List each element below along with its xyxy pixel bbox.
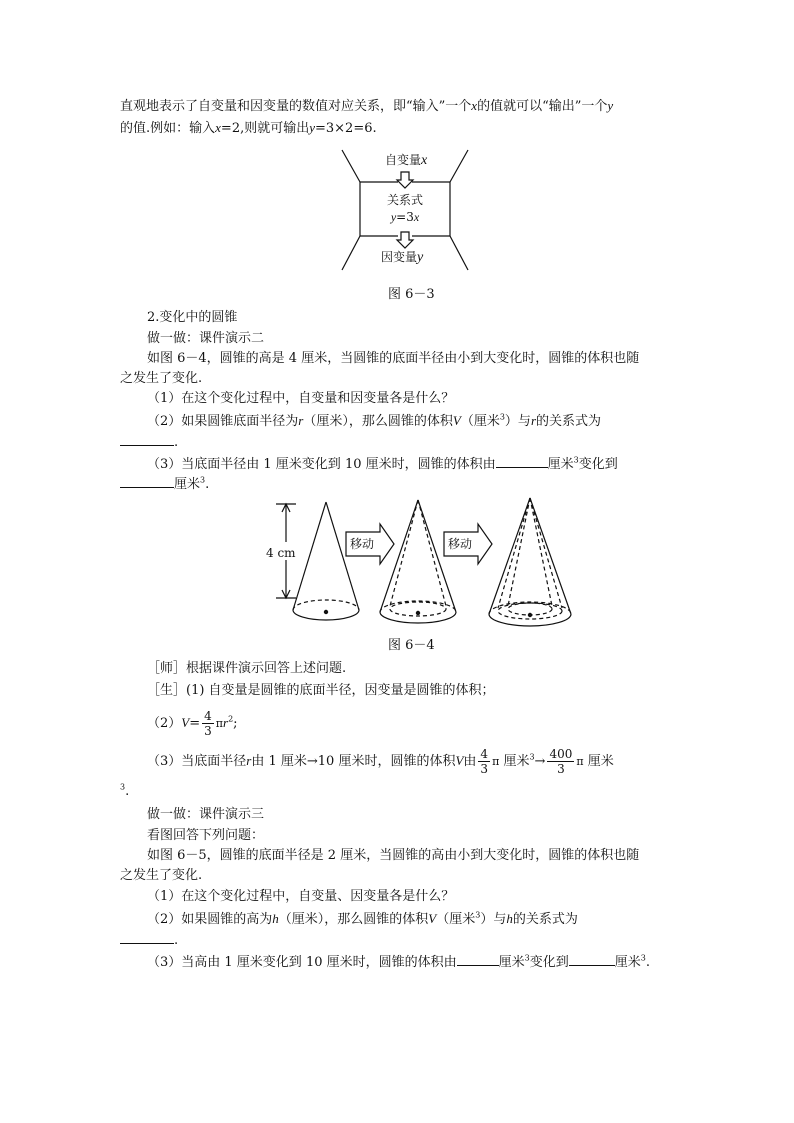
funnel-line (342, 236, 360, 270)
move-arrow-label: 移动 (448, 537, 473, 551)
cone-base-hidden (293, 600, 359, 610)
answer-blank[interactable] (569, 953, 615, 966)
cone-center-dot (528, 613, 532, 617)
answer-blank[interactable] (496, 455, 548, 468)
answer-blank[interactable] (120, 931, 174, 944)
activity-title: 做一做：课件演示三 (147, 807, 265, 822)
answer-3: （3）当底面半径r由 1 厘米→10 厘米时，圆锥的体积V由 $\frac{4}{3}$ π 厘米$^3$→ $\frac{400}{3}$ π 厘米 (147, 747, 614, 776)
paragraph-line: 之发生了变化. (120, 868, 203, 883)
student-line: ［生］(1) 自变量是圆锥的底面半径，因变量是圆锥的体积； (147, 683, 495, 698)
machine-input-label: 自变量x (385, 153, 428, 168)
answer-blank-line: . (120, 931, 178, 949)
intro-text: =2,则就可输出 (220, 121, 310, 136)
question-1: （1）在这个变化过程中，自变量和因变量各是什么？ (147, 391, 455, 406)
teacher-line: ［师］根据课件演示回答上述问题. (147, 661, 347, 676)
var-y: y (607, 98, 614, 113)
height-label: 4 cm (266, 546, 296, 560)
question-3: （3）当底面半径由 1 厘米变化到 10 厘米时，圆锥的体积由 厘米$^3$变化到 (147, 455, 618, 472)
fraction: $\frac{4}{3}$ (480, 747, 489, 776)
var-y: y (309, 120, 315, 135)
answer-blank[interactable] (120, 433, 174, 446)
fraction: $\frac{400}{3}$ (549, 747, 573, 776)
answer-3-cont: $^3$. (120, 782, 130, 799)
down-arrow-icon (397, 172, 413, 188)
var-x: x (215, 120, 221, 135)
funnel-line (450, 236, 468, 270)
section-heading: 2.变化中的圆锥 (147, 310, 238, 325)
cone-edge (293, 502, 326, 610)
cone-inner-edge (530, 498, 562, 608)
cones-figure (260, 494, 580, 634)
question-1: （1）在这个变化过程中，自变量、因变量各是什么？ (147, 889, 455, 904)
cone-inner-edge (390, 500, 418, 606)
machine-formula: y=3x (390, 210, 420, 224)
intro-line-2 (120, 120, 377, 137)
cone-center-dot (416, 611, 420, 615)
intro-line-1 (120, 98, 613, 115)
question-2: （2）如果圆锥底面半径为r（厘米），那么圆锥的体积V（厘米$^3$）与r的关系式为 (147, 412, 602, 429)
machine-box-title: 关系式 (386, 193, 423, 207)
paragraph-line: 如图 6－4，圆锥的高是 4 厘米，当圆锥的底面半径由小到大变化时，圆锥的体积也随 (147, 351, 640, 366)
instruction-line: 看图回答下列问题： (147, 828, 265, 843)
activity-title: 做一做：课件演示二 (147, 331, 265, 346)
question-3: （3）当高由 1 厘米变化到 10 厘米时，圆锥的体积由 厘米$^3$变化到 厘米$^3$. (147, 953, 650, 970)
var-x: x (471, 98, 478, 113)
answer-blank-line: . (120, 433, 178, 451)
answer-2: （2）V= $\frac{4}{3}$ $\pi r^2$; (147, 709, 238, 738)
intro-text: 的值.例如：输入 (120, 121, 216, 136)
question-2: （2）如果圆锥的高为h（厘米），那么圆锥的体积V（厘米$^3$）与h的关系式为 (147, 910, 578, 927)
cone-inner-edge (418, 500, 446, 606)
intro-text: =3×2=6. (315, 121, 377, 136)
funnel-line (450, 150, 468, 182)
question-3-cont: 厘米$^3$. (120, 475, 209, 493)
fraction: $\frac{4}{3}$ (204, 709, 212, 738)
funnel-line (342, 150, 360, 182)
answer-blank[interactable] (120, 475, 174, 488)
answer-blank[interactable] (457, 953, 499, 966)
figure-caption-6-3: 图 6－3 (388, 287, 435, 302)
figure-caption-6-4: 图 6－4 (388, 638, 435, 653)
move-arrow-label: 移动 (350, 537, 375, 551)
paragraph-line: 如图 6－5，圆锥的底面半径是 2 厘米，当圆锥的高由小到大变化时，圆锥的体积也随 (147, 848, 640, 863)
paragraph-line: 之发生了变化. (120, 371, 203, 386)
cone-inner-edge (498, 498, 530, 608)
intro-text: 直观地表示了自变量和因变量的数值对应关系，即“输入”一个 (120, 99, 472, 114)
down-arrow-icon (397, 232, 413, 248)
machine-output-label: 因变量y (381, 250, 424, 265)
cone-center-dot (324, 610, 328, 614)
intro-text: 的值就可以“输出”一个 (477, 99, 608, 114)
